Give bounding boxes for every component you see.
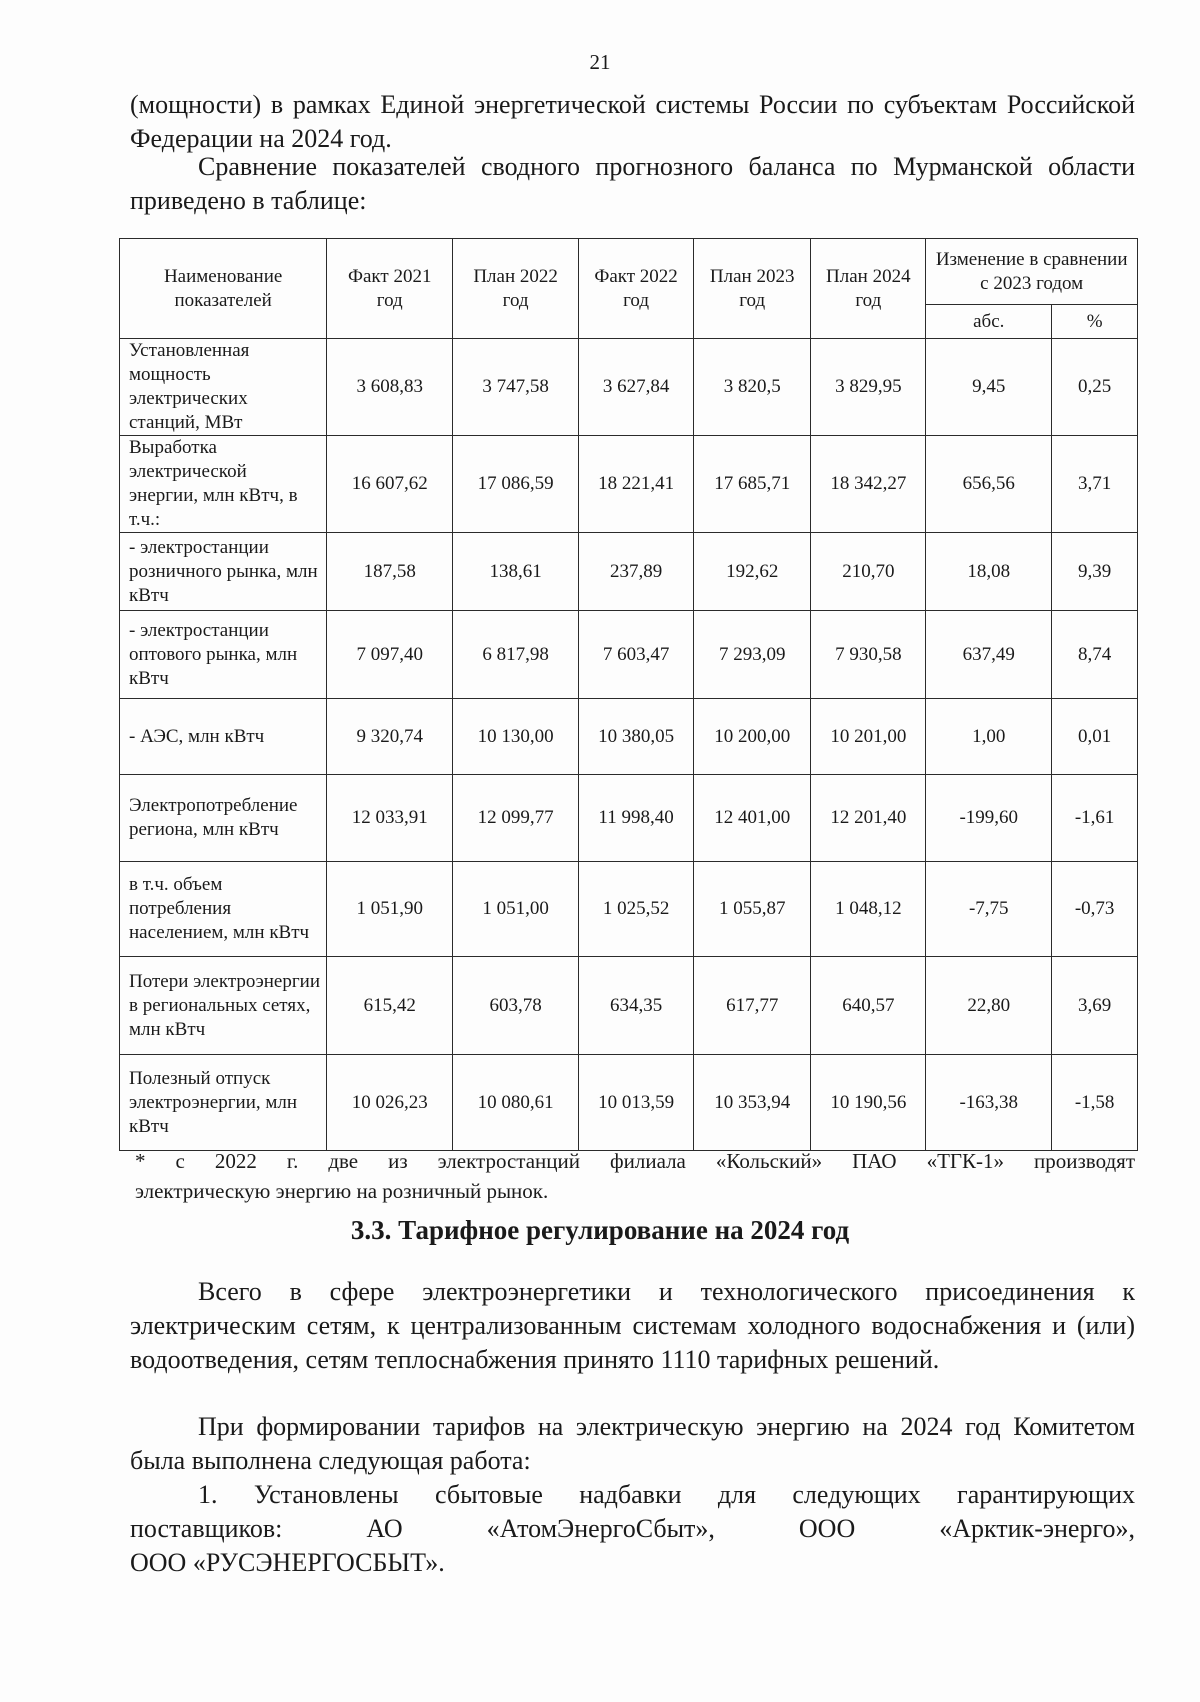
footnote-line-1: * с 2022 г. две из электростанций филиала «Кольский» ПАО «ТГК-1» производят (135, 1149, 1135, 1173)
row-name: Установленная мощность электрических станций, МВт (120, 339, 327, 436)
cell-fact-2021: 7 097,40 (327, 611, 453, 699)
cell-plan-2023: 192,62 (694, 533, 811, 611)
cell-plan-2023: 3 820,5 (694, 339, 811, 436)
cell-plan-2023: 10 200,00 (694, 699, 811, 775)
row-name: Полезный отпуск электроэнергии, млн кВтч (120, 1055, 327, 1151)
cell-plan-2022: 1 051,00 (453, 862, 579, 957)
body-paragraph-1: Всего в сфере электроэнергетики и технологического присоединения к электрическим сетям, к централизованным системам холодного водоснабжения и (или) водоотведения, сетям теплоснабжения принято 1110 тарифных решений. (130, 1277, 1135, 1374)
table-row (120, 611, 1138, 699)
header-fact-2022: Факт 2022 год (579, 239, 694, 339)
cell-plan-2023: 10 353,94 (694, 1055, 811, 1151)
cell-plan-2022: 6 817,98 (453, 611, 579, 699)
cell-change-pct: 0,25 (1052, 339, 1138, 436)
row-name: - электростанции розничного рынка, млн кВтч (120, 533, 327, 611)
cell-change-abs: 18,08 (926, 533, 1052, 611)
cell-plan-2024: 210,70 (811, 533, 926, 611)
cell-change-pct: 3,69 (1052, 957, 1138, 1055)
table-intro-paragraph: Сравнение показателей сводного прогнозного баланса по Мурманской области приведено в таблице: (130, 152, 1135, 215)
cell-plan-2024: 7 930,58 (811, 611, 926, 699)
table-row (120, 775, 1138, 862)
header-plan-2024: План 2024 год (811, 239, 926, 339)
row-name: - АЭС, млн кВтч (120, 699, 327, 775)
header-plan-2023: План 2023 год (694, 239, 811, 339)
table-row (120, 1055, 1138, 1151)
header-plan-2022: План 2022 год (453, 239, 579, 339)
cell-change-pct: 0,01 (1052, 699, 1138, 775)
table-row (120, 339, 1138, 436)
cell-plan-2022: 138,61 (453, 533, 579, 611)
header-name: Наименование показателей (120, 239, 327, 339)
cell-plan-2024: 10 201,00 (811, 699, 926, 775)
balance-table (119, 238, 1138, 1151)
cell-fact-2022: 3 627,84 (579, 339, 694, 436)
cell-fact-2022: 237,89 (579, 533, 694, 611)
cell-fact-2022: 1 025,52 (579, 862, 694, 957)
cell-plan-2024: 640,57 (811, 957, 926, 1055)
cell-change-pct: -0,73 (1052, 862, 1138, 957)
cell-change-abs: 22,80 (926, 957, 1052, 1055)
cell-plan-2024: 18 342,27 (811, 436, 926, 533)
header-change: Изменение в сравнении с 2023 годом (926, 239, 1138, 305)
cell-plan-2022: 10 130,00 (453, 699, 579, 775)
body-paragraph-3-line-1: 1. Установлены сбытовые надбавки для следующих гарантирующих (198, 1480, 1135, 1509)
cell-change-abs: -7,75 (926, 862, 1052, 957)
intro-paragraph: (мощности) в рамках Единой энергетической системы России по субъектам Российской Федерации на 2024 год. (130, 90, 1135, 153)
row-name: Электропотребление региона, млн кВтч (120, 775, 327, 862)
cell-plan-2024: 1 048,12 (811, 862, 926, 957)
header-fact-2021: Факт 2021 год (327, 239, 453, 339)
cell-fact-2022: 11 998,40 (579, 775, 694, 862)
cell-fact-2022: 10 380,05 (579, 699, 694, 775)
body-paragraph-2: При формировании тарифов на электрическую энергию на 2024 год Комитетом была выполнена следующая работа: (130, 1412, 1135, 1475)
table-row (120, 957, 1138, 1055)
cell-fact-2022: 634,35 (579, 957, 694, 1055)
cell-change-abs: 9,45 (926, 339, 1052, 436)
cell-change-pct: -1,58 (1052, 1055, 1138, 1151)
body-paragraph-3-line-3: ООО «РУСЭНЕРГОСБЫТ». (130, 1548, 445, 1577)
table-header-row (120, 239, 1138, 305)
cell-plan-2024: 12 201,40 (811, 775, 926, 862)
body-paragraph-3-line-2: поставщиков: АО «АтомЭнергоСбыт», ООО «Арктик-энерго», (130, 1514, 1135, 1543)
cell-fact-2021: 615,42 (327, 957, 453, 1055)
cell-change-abs: -163,38 (926, 1055, 1052, 1151)
cell-plan-2023: 7 293,09 (694, 611, 811, 699)
cell-fact-2021: 187,58 (327, 533, 453, 611)
footnote-line-2: электрическую энергию на розничный рынок. (135, 1179, 549, 1203)
page-number: 21 (589, 50, 611, 74)
cell-fact-2021: 16 607,62 (327, 436, 453, 533)
cell-plan-2024: 10 190,56 (811, 1055, 926, 1151)
cell-fact-2021: 9 320,74 (327, 699, 453, 775)
row-name: Потери электроэнергии в региональных сетях, млн кВтч (120, 957, 327, 1055)
cell-fact-2021: 12 033,91 (327, 775, 453, 862)
cell-change-abs: 637,49 (926, 611, 1052, 699)
section-heading: 3.3. Тарифное регулирование на 2024 год (350, 1215, 850, 1245)
cell-change-pct: 3,71 (1052, 436, 1138, 533)
table-row (120, 533, 1138, 611)
cell-fact-2022: 10 013,59 (579, 1055, 694, 1151)
header-abs: абс. (926, 305, 1052, 339)
cell-plan-2023: 12 401,00 (694, 775, 811, 862)
cell-fact-2022: 18 221,41 (579, 436, 694, 533)
cell-change-abs: 1,00 (926, 699, 1052, 775)
cell-plan-2022: 12 099,77 (453, 775, 579, 862)
cell-change-pct: 9,39 (1052, 533, 1138, 611)
row-name: - электростанции оптового рынка, млн кВтч (120, 611, 327, 699)
cell-fact-2021: 10 026,23 (327, 1055, 453, 1151)
cell-plan-2022: 17 086,59 (453, 436, 579, 533)
cell-change-pct: 8,74 (1052, 611, 1138, 699)
table-row (120, 699, 1138, 775)
cell-fact-2021: 1 051,90 (327, 862, 453, 957)
cell-plan-2023: 617,77 (694, 957, 811, 1055)
cell-fact-2021: 3 608,83 (327, 339, 453, 436)
cell-plan-2023: 1 055,87 (694, 862, 811, 957)
cell-change-abs: 656,56 (926, 436, 1052, 533)
cell-fact-2022: 7 603,47 (579, 611, 694, 699)
cell-change-pct: -1,61 (1052, 775, 1138, 862)
cell-change-abs: -199,60 (926, 775, 1052, 862)
cell-plan-2022: 10 080,61 (453, 1055, 579, 1151)
table-row (120, 862, 1138, 957)
cell-plan-2022: 3 747,58 (453, 339, 579, 436)
row-name: в т.ч. объем потребления населением, млн кВтч (120, 862, 327, 957)
table-row (120, 436, 1138, 533)
cell-plan-2024: 3 829,95 (811, 339, 926, 436)
cell-plan-2022: 603,78 (453, 957, 579, 1055)
cell-plan-2023: 17 685,71 (694, 436, 811, 533)
header-pct: % (1052, 305, 1138, 339)
row-name: Выработка электрической энергии, млн кВтч, в т.ч.: (120, 436, 327, 533)
